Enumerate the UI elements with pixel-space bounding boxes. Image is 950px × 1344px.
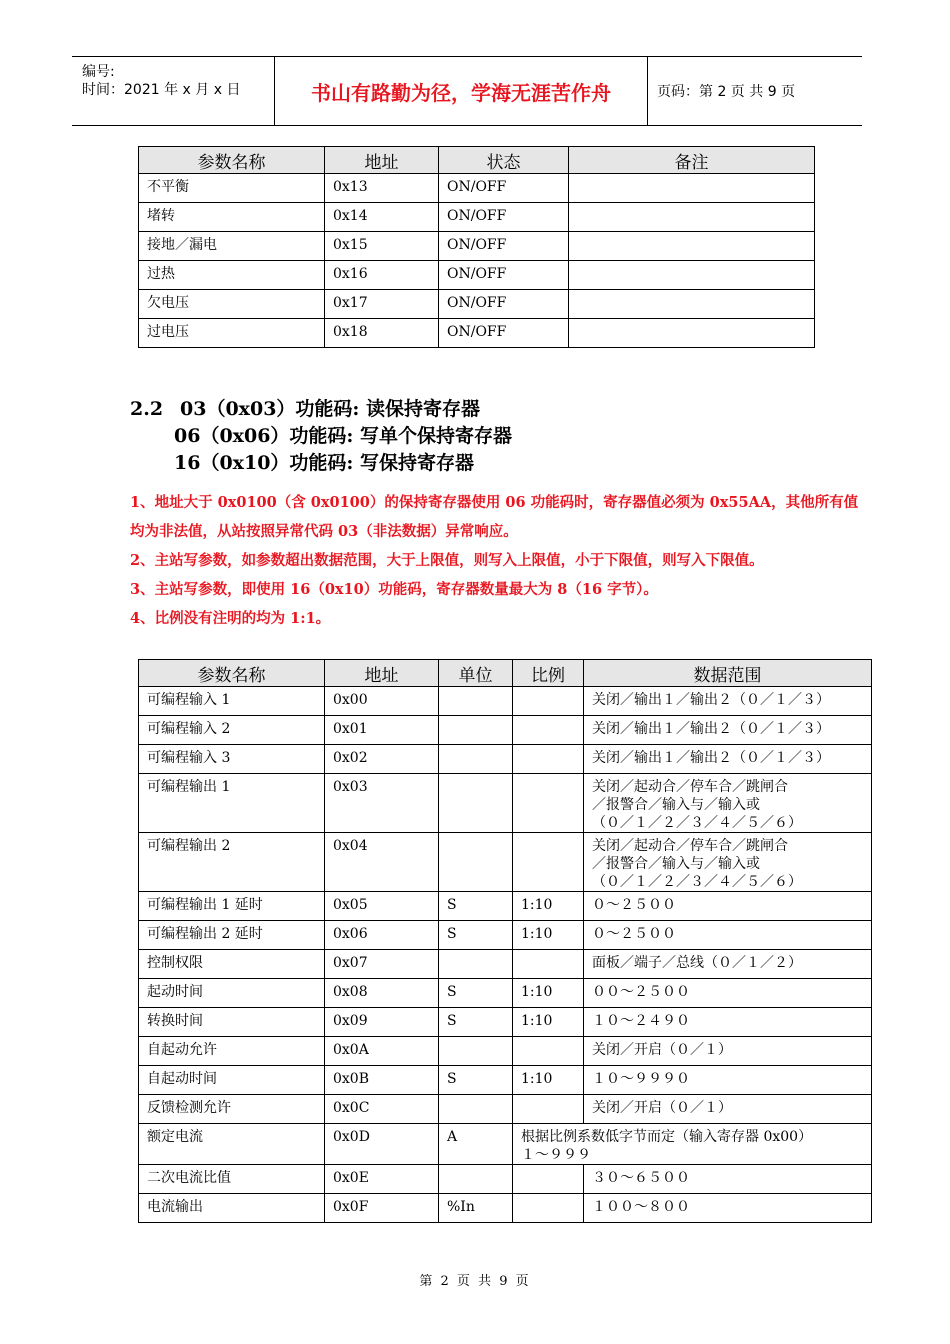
column-header: 地址 (325, 660, 439, 687)
unit-cell: %In (439, 1194, 513, 1223)
address-cell: 0x0F (325, 1194, 439, 1223)
address-cell: 0x04 (325, 833, 439, 892)
table-row (139, 687, 872, 716)
table-cell: 不平衡 (139, 174, 325, 203)
header-page-info: 页码：第 2 页 共 9 页 (657, 84, 796, 100)
range-cell (584, 1008, 872, 1037)
address-cell: 0x0D (325, 1124, 439, 1165)
range-cell (584, 979, 872, 1008)
table-cell: ON/OFF (439, 174, 569, 203)
table-cell: 0x14 (325, 203, 439, 232)
range-cell (584, 774, 872, 833)
page-footer: 第 2 页 共 9 页 (419, 1274, 531, 1289)
table-cell: 接地／漏电 (139, 232, 325, 261)
unit-cell (439, 1165, 513, 1194)
range-cell (584, 950, 872, 979)
ratio-cell (513, 1037, 584, 1066)
table-cell: 0x13 (325, 174, 439, 203)
range-line: ０～２５００ (592, 926, 676, 942)
unit-cell: S (439, 1008, 513, 1037)
table-header-row (139, 660, 872, 687)
table-cell: 欠电压 (139, 290, 325, 319)
note-item: 4、比例没有注明的均为 1:1。 (130, 610, 331, 627)
table-row (139, 261, 815, 290)
unit-cell: S (439, 921, 513, 950)
param-name-cell: 反馈检测允许 (139, 1095, 325, 1124)
range-cell (584, 921, 872, 950)
range-line: １０～９９９０ (592, 1071, 690, 1087)
address-cell: 0x05 (325, 892, 439, 921)
table-row (139, 1124, 872, 1165)
range-line: ００～２５００ (592, 984, 690, 1000)
document-time-label: 时间：2021 年 x 月 x 日 (82, 82, 241, 98)
table-row (139, 203, 815, 232)
table-cell: 0x18 (325, 319, 439, 348)
ratio-cell: 1:10 (513, 1008, 584, 1037)
header-divider (647, 57, 648, 125)
table-header-row (139, 147, 815, 174)
address-cell: 0x09 (325, 1008, 439, 1037)
range-line: ０～２５００ (592, 897, 676, 913)
range-line: ３０～６５００ (592, 1170, 690, 1186)
ratio-cell (513, 833, 584, 892)
unit-cell (439, 774, 513, 833)
column-header: 地址 (325, 147, 439, 174)
param-name-cell: 起动时间 (139, 979, 325, 1008)
table-row (139, 950, 872, 979)
table-cell: ON/OFF (439, 319, 569, 348)
address-cell: 0x02 (325, 745, 439, 774)
unit-cell: S (439, 979, 513, 1008)
section-number: 2.2 (130, 398, 164, 420)
range-cell (584, 892, 872, 921)
column-header: 参数名称 (139, 660, 325, 687)
table-cell: 0x16 (325, 261, 439, 290)
table-row (139, 1008, 872, 1037)
ratio-cell: 1:10 (513, 921, 584, 950)
document-number-label: 编号: (82, 64, 115, 80)
table-cell: 堵转 (139, 203, 325, 232)
range-cell (584, 716, 872, 745)
table-row (139, 921, 872, 950)
unit-cell (439, 716, 513, 745)
param-name-cell: 可编程输出 2 延时 (139, 921, 325, 950)
address-cell: 0x0E (325, 1165, 439, 1194)
table-cell: 过热 (139, 261, 325, 290)
column-header: 状态 (439, 147, 569, 174)
param-name-cell: 自起动允许 (139, 1037, 325, 1066)
range-cell (584, 1066, 872, 1095)
table-cell (569, 174, 815, 203)
address-cell: 0x06 (325, 921, 439, 950)
param-name-cell: 转换时间 (139, 1008, 325, 1037)
address-cell: 0x0C (325, 1095, 439, 1124)
param-name-cell: 控制权限 (139, 950, 325, 979)
range-line: １０～２４９０ (592, 1013, 690, 1029)
section-heading (130, 396, 512, 477)
table-row (139, 979, 872, 1008)
range-line: 关闭／输出１／输出２（０／１／３） (592, 692, 830, 708)
note-item: 3、主站写参数，即使用 16（0x10）功能码，寄存器数量最大为 8（16 字节）。 (130, 581, 658, 598)
param-name-cell: 可编程输出 1 (139, 774, 325, 833)
ratio-cell (513, 1165, 584, 1194)
ratio-cell (513, 1194, 584, 1223)
range-line: 关闭／输出１／输出２（０／１／３） (592, 750, 830, 766)
unit-cell (439, 687, 513, 716)
range-line: １００～８００ (592, 1199, 690, 1215)
range-line: 关闭／起动合／停车合／跳闸合 (592, 779, 788, 795)
column-header: 备注 (569, 147, 815, 174)
ratio-cell: 1:10 (513, 892, 584, 921)
address-cell: 0x03 (325, 774, 439, 833)
table-cell: ON/OFF (439, 232, 569, 261)
notes-block (130, 488, 872, 633)
unit-cell (439, 833, 513, 892)
table-cell (569, 319, 815, 348)
range-line: （０／１／２／３／４／５／６） (592, 815, 802, 831)
range-cell (584, 1194, 872, 1223)
range-line: 关闭／输出１／输出２（０／１／３） (592, 721, 830, 737)
table-cell: ON/OFF (439, 261, 569, 290)
unit-cell (439, 1095, 513, 1124)
ratio-cell (513, 745, 584, 774)
table-cell: ON/OFF (439, 290, 569, 319)
unit-cell: A (439, 1124, 513, 1165)
ratio-cell (513, 1095, 584, 1124)
range-line: ／报警合／输入与／输入或 (592, 856, 760, 872)
table-cell: ON/OFF (439, 203, 569, 232)
column-header: 参数名称 (139, 147, 325, 174)
param-name-cell: 二次电流比值 (139, 1165, 325, 1194)
table-row (139, 892, 872, 921)
address-cell: 0x01 (325, 716, 439, 745)
address-cell: 0x0B (325, 1066, 439, 1095)
range-line: 关闭／起动合／停车合／跳闸合 (592, 838, 788, 854)
table-row (139, 1165, 872, 1194)
table-row (139, 745, 872, 774)
unit-cell (439, 745, 513, 774)
ratio-cell (513, 774, 584, 833)
table-row (139, 833, 872, 892)
ratio-cell (513, 716, 584, 745)
address-cell: 0x00 (325, 687, 439, 716)
table-row (139, 232, 815, 261)
table-cell: 0x17 (325, 290, 439, 319)
unit-cell: S (439, 892, 513, 921)
ratio-cell (513, 687, 584, 716)
section-line: 16（0x10）功能码: 写保持寄存器 (174, 452, 475, 474)
range-line: 关闭／开启（０／１） (592, 1100, 732, 1116)
range-cell (584, 1095, 872, 1124)
table-cell: 过电压 (139, 319, 325, 348)
address-cell: 0x08 (325, 979, 439, 1008)
table-row (139, 290, 815, 319)
header-motto: 书山有路勤为径，学海无涯苦作舟 (311, 80, 611, 105)
param-name-cell: 可编程输入 2 (139, 716, 325, 745)
unit-cell (439, 1037, 513, 1066)
range-cell (584, 833, 872, 892)
unit-cell: S (439, 1066, 513, 1095)
param-name-cell: 电流输出 (139, 1194, 325, 1223)
unit-cell (439, 950, 513, 979)
section-line: 03（0x03）功能码: 读保持寄存器 (180, 398, 481, 420)
range-line: ／报警合／输入与／输入或 (592, 797, 760, 813)
range-cell (584, 745, 872, 774)
param-name-cell: 额定电流 (139, 1124, 325, 1165)
table-cell (569, 261, 815, 290)
range-line: 根据比例系数低字节而定（输入寄存器 0x00） (521, 1129, 813, 1145)
range-line: 关闭／开启（０／１） (592, 1042, 732, 1058)
address-cell: 0x0A (325, 1037, 439, 1066)
address-cell: 0x07 (325, 950, 439, 979)
ratio-range-cell (513, 1124, 872, 1165)
column-header: 比例 (513, 660, 584, 687)
ratio-cell: 1:10 (513, 1066, 584, 1095)
table-cell (569, 232, 815, 261)
page-header (72, 56, 862, 126)
table-row (139, 1194, 872, 1223)
table-row (139, 774, 872, 833)
param-name-cell: 自起动时间 (139, 1066, 325, 1095)
table-row (139, 716, 872, 745)
table-row (139, 1037, 872, 1066)
param-name-cell: 可编程输出 1 延时 (139, 892, 325, 921)
range-cell (584, 1037, 872, 1066)
range-cell (584, 687, 872, 716)
section-line: 06（0x06）功能码: 写单个保持寄存器 (174, 425, 513, 447)
range-line: 面板／端子／总线（０／１／２） (592, 955, 802, 971)
table-cell (569, 290, 815, 319)
range-cell (584, 1165, 872, 1194)
table-row (139, 319, 815, 348)
column-header: 单位 (439, 660, 513, 687)
note-item: 1、地址大于 0x0100（含 0x0100）的保持寄存器使用 06 功能码时，寄存器值必须为 0x55AA，其他所有值均为非法值，从站按照异常代码 03（非法数据）异常响应。 (130, 494, 859, 540)
column-header: 数据范围 (584, 660, 872, 687)
status-parameter-table (138, 146, 815, 348)
table-row (139, 1066, 872, 1095)
param-name-cell: 可编程输入 3 (139, 745, 325, 774)
ratio-cell: 1:10 (513, 979, 584, 1008)
range-line: （０／１／２／３／４／５／６） (592, 874, 802, 890)
note-item: 2、主站写参数，如参数超出数据范围，大于上限值，则写入上限值，小于下限值，则写入下限值。 (130, 552, 764, 569)
header-meta (82, 63, 240, 99)
table-row (139, 1095, 872, 1124)
range-line: １～９９９ (521, 1147, 591, 1163)
param-name-cell: 可编程输入 1 (139, 687, 325, 716)
param-name-cell: 可编程输出 2 (139, 833, 325, 892)
table-cell: 0x15 (325, 232, 439, 261)
holding-register-table (138, 659, 872, 1223)
ratio-cell (513, 950, 584, 979)
table-cell (569, 203, 815, 232)
table-row (139, 174, 815, 203)
